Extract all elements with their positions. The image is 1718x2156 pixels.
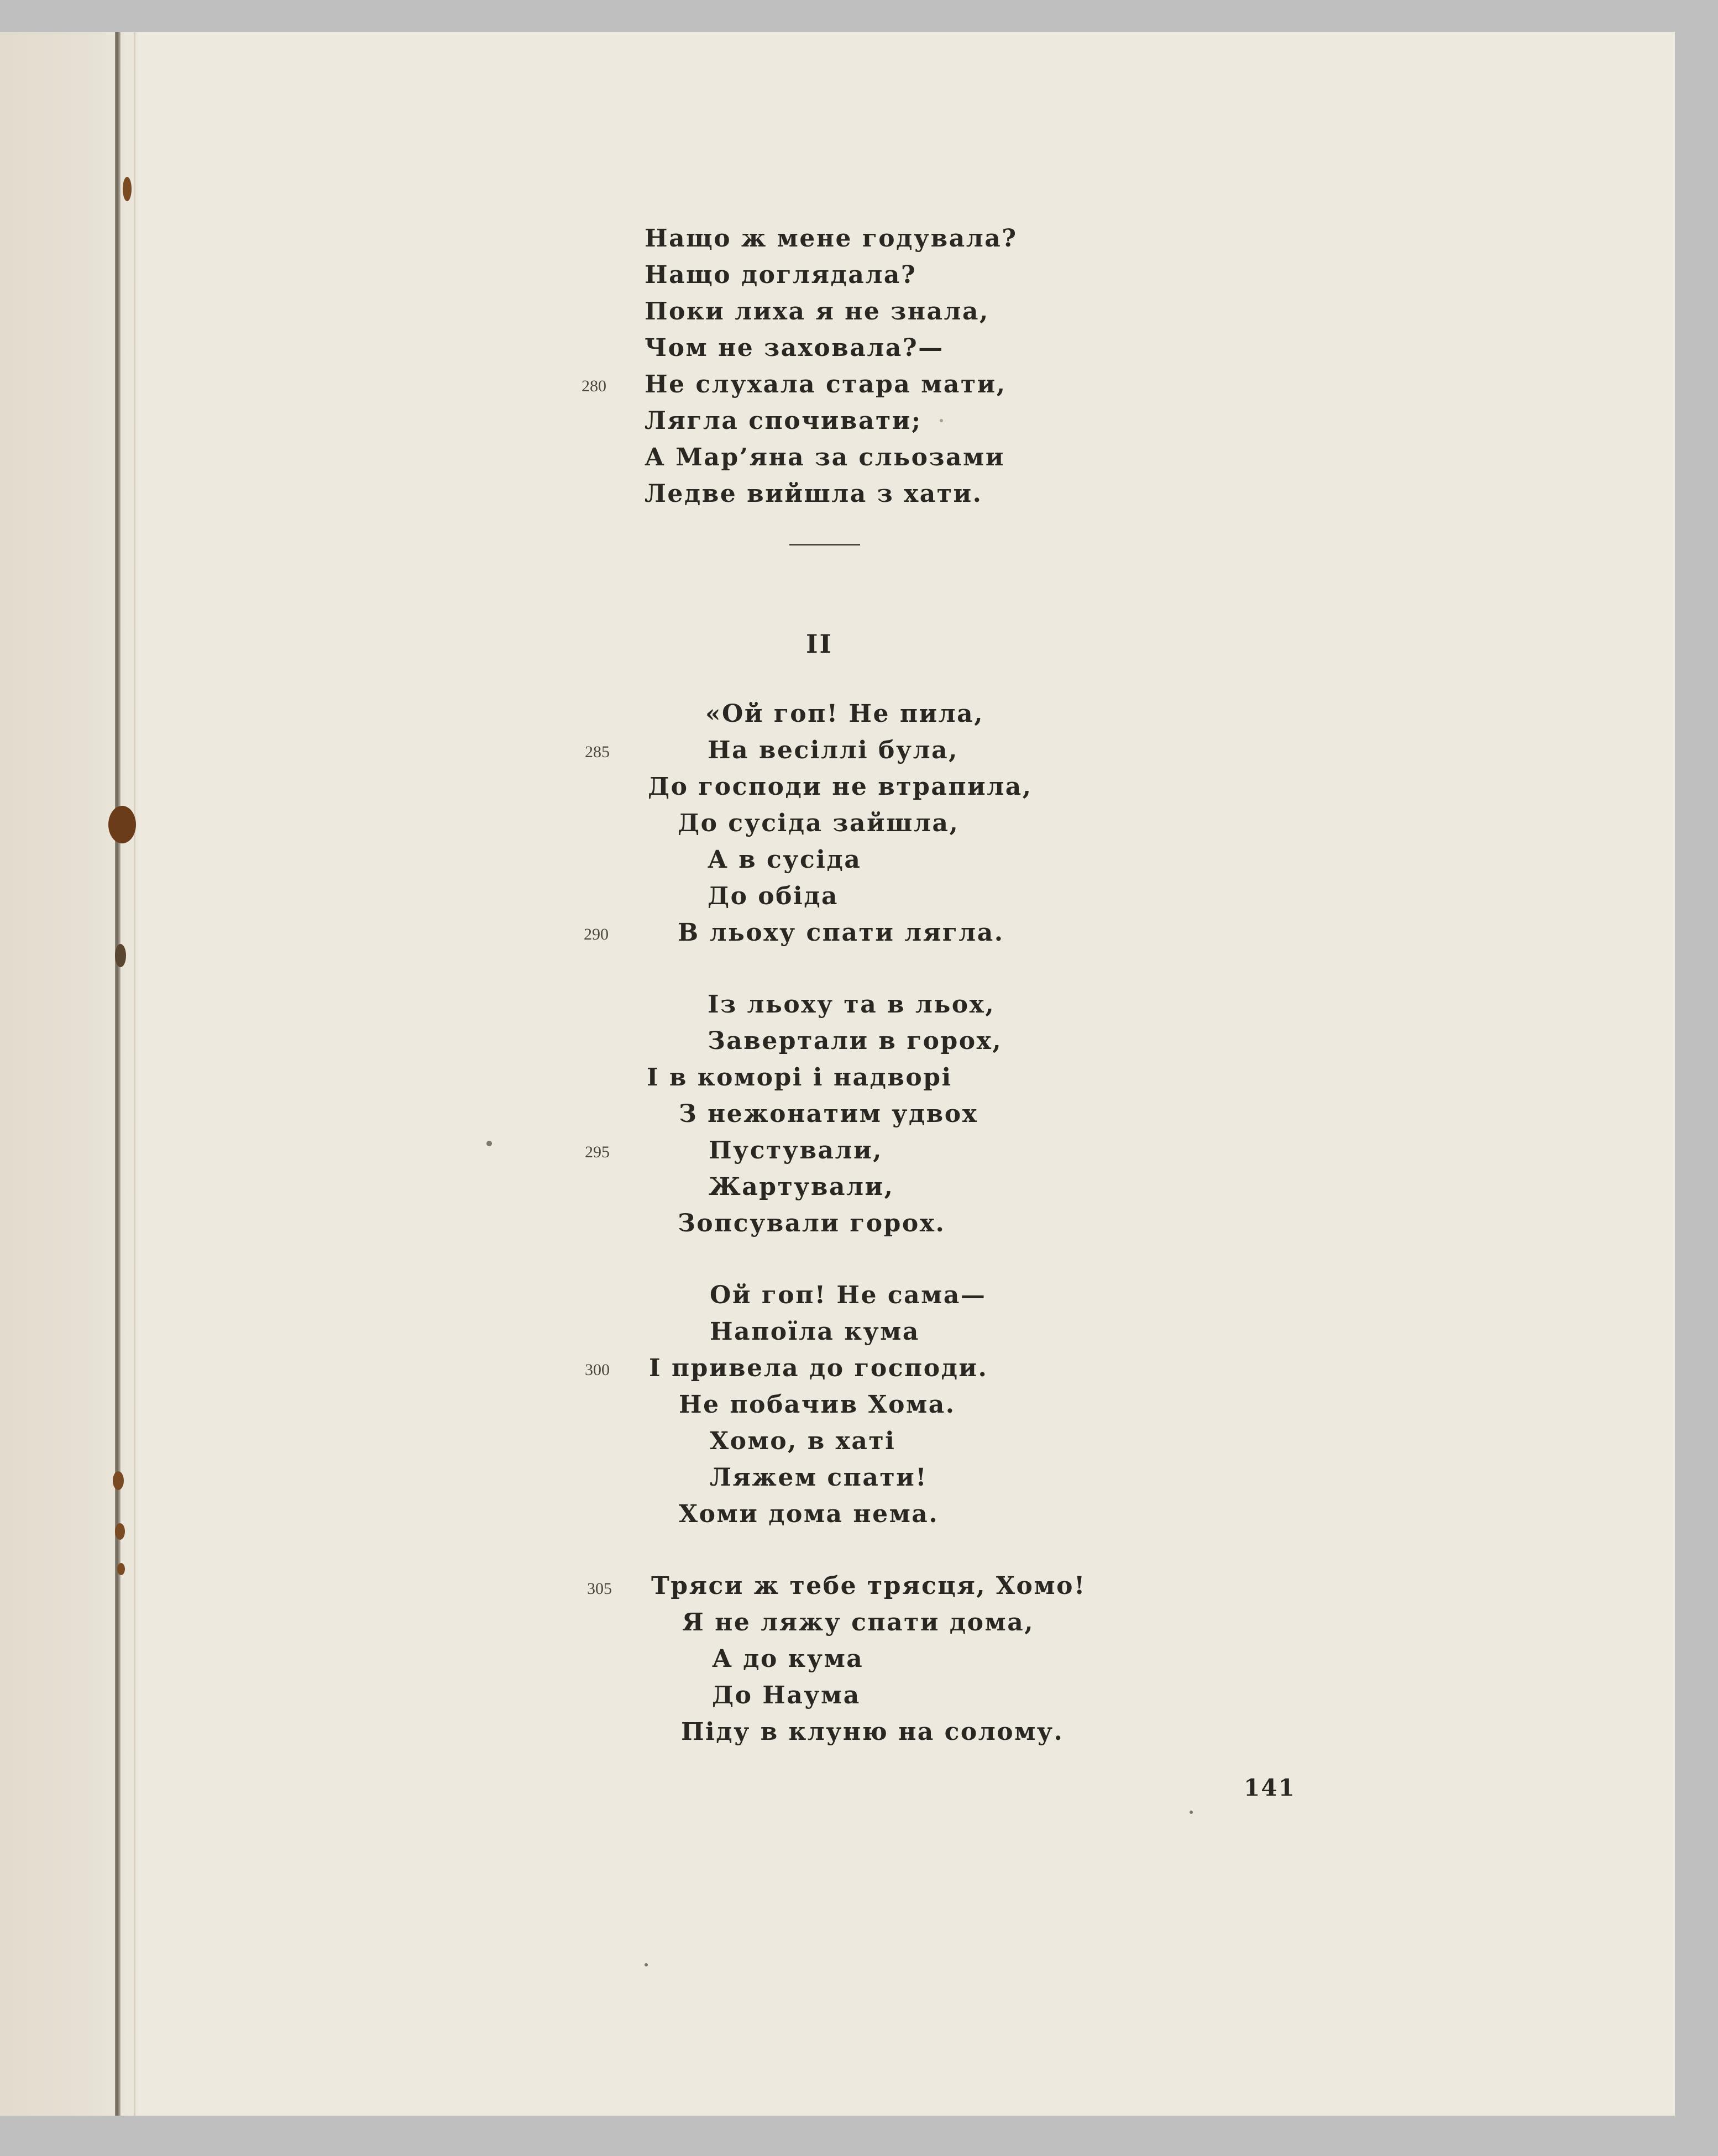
verse-line: І в коморі і надворі [647, 1063, 952, 1092]
verse-line: Ледве вийшла з хати. [645, 480, 983, 508]
verse-line: А до кума [712, 1645, 864, 1673]
verse-line: Тряси ж тебе трясця, Хомо! [651, 1572, 1086, 1600]
verse-line: Піду в клуню на солому. [681, 1718, 1064, 1746]
verse-line: Ляжем спати! [710, 1463, 928, 1492]
verse-line: З нежонатим удвох [679, 1100, 978, 1128]
verse-line: Поки лиха я не знала, [645, 297, 989, 326]
verse-line: Завертали в горох, [708, 1027, 1003, 1055]
line-number: 280 [582, 377, 606, 395]
verse-line: В льоху спати лягла. [678, 919, 1004, 947]
verse-line: На весіллі була, [708, 736, 958, 764]
verse-line: Нащо доглядала? [645, 261, 917, 289]
verse-line: До обіда [708, 882, 839, 910]
line-number: 285 [585, 743, 610, 761]
verse-line: Напоїла кума [710, 1318, 920, 1346]
verse-line: І привела до господи. [649, 1354, 988, 1382]
line-number: 305 [587, 1580, 612, 1598]
book-page [0, 32, 1675, 2116]
line-number: 290 [584, 925, 609, 943]
verse-line: А в сусіда [708, 846, 862, 874]
line-number: 295 [585, 1143, 610, 1161]
verse-line: Не побачив Хома. [679, 1391, 956, 1419]
verse-line: До господи не втрапила, [648, 773, 1033, 801]
poem-text [0, 32, 1675, 2116]
verse-line: Хомо, в хаті [710, 1427, 896, 1455]
verse-line: До сусіда зайшла, [678, 809, 960, 837]
verse-line: Жартували, [709, 1173, 894, 1201]
verse-line: Ой гоп! Не сама— [710, 1281, 987, 1309]
page-number: 141 [1244, 1774, 1296, 1801]
verse-line: Пустували, [709, 1136, 883, 1164]
verse-line: Не слухала стара мати, [645, 370, 1007, 398]
verse-line: Лягла спочивати; [645, 407, 922, 435]
verse-line: Я не ляжу спати дома, [682, 1608, 1035, 1636]
section-heading: II [806, 629, 834, 659]
verse-line: До Наума [712, 1681, 861, 1709]
verse-line: «Ой гоп! Не пила, [705, 700, 984, 728]
verse-line: А Мар’яна за сльозами [645, 443, 1005, 471]
line-number: 300 [585, 1361, 610, 1379]
verse-line: Із льоху та в льох, [708, 990, 996, 1019]
verse-line: Зопсували горох. [678, 1209, 946, 1237]
verse-line: Нащо ж мене годувала? [645, 224, 1018, 253]
verse-line: Хоми дома нема. [679, 1500, 939, 1528]
section-divider [789, 544, 860, 545]
verse-line: Чом не заховала?— [645, 334, 944, 362]
